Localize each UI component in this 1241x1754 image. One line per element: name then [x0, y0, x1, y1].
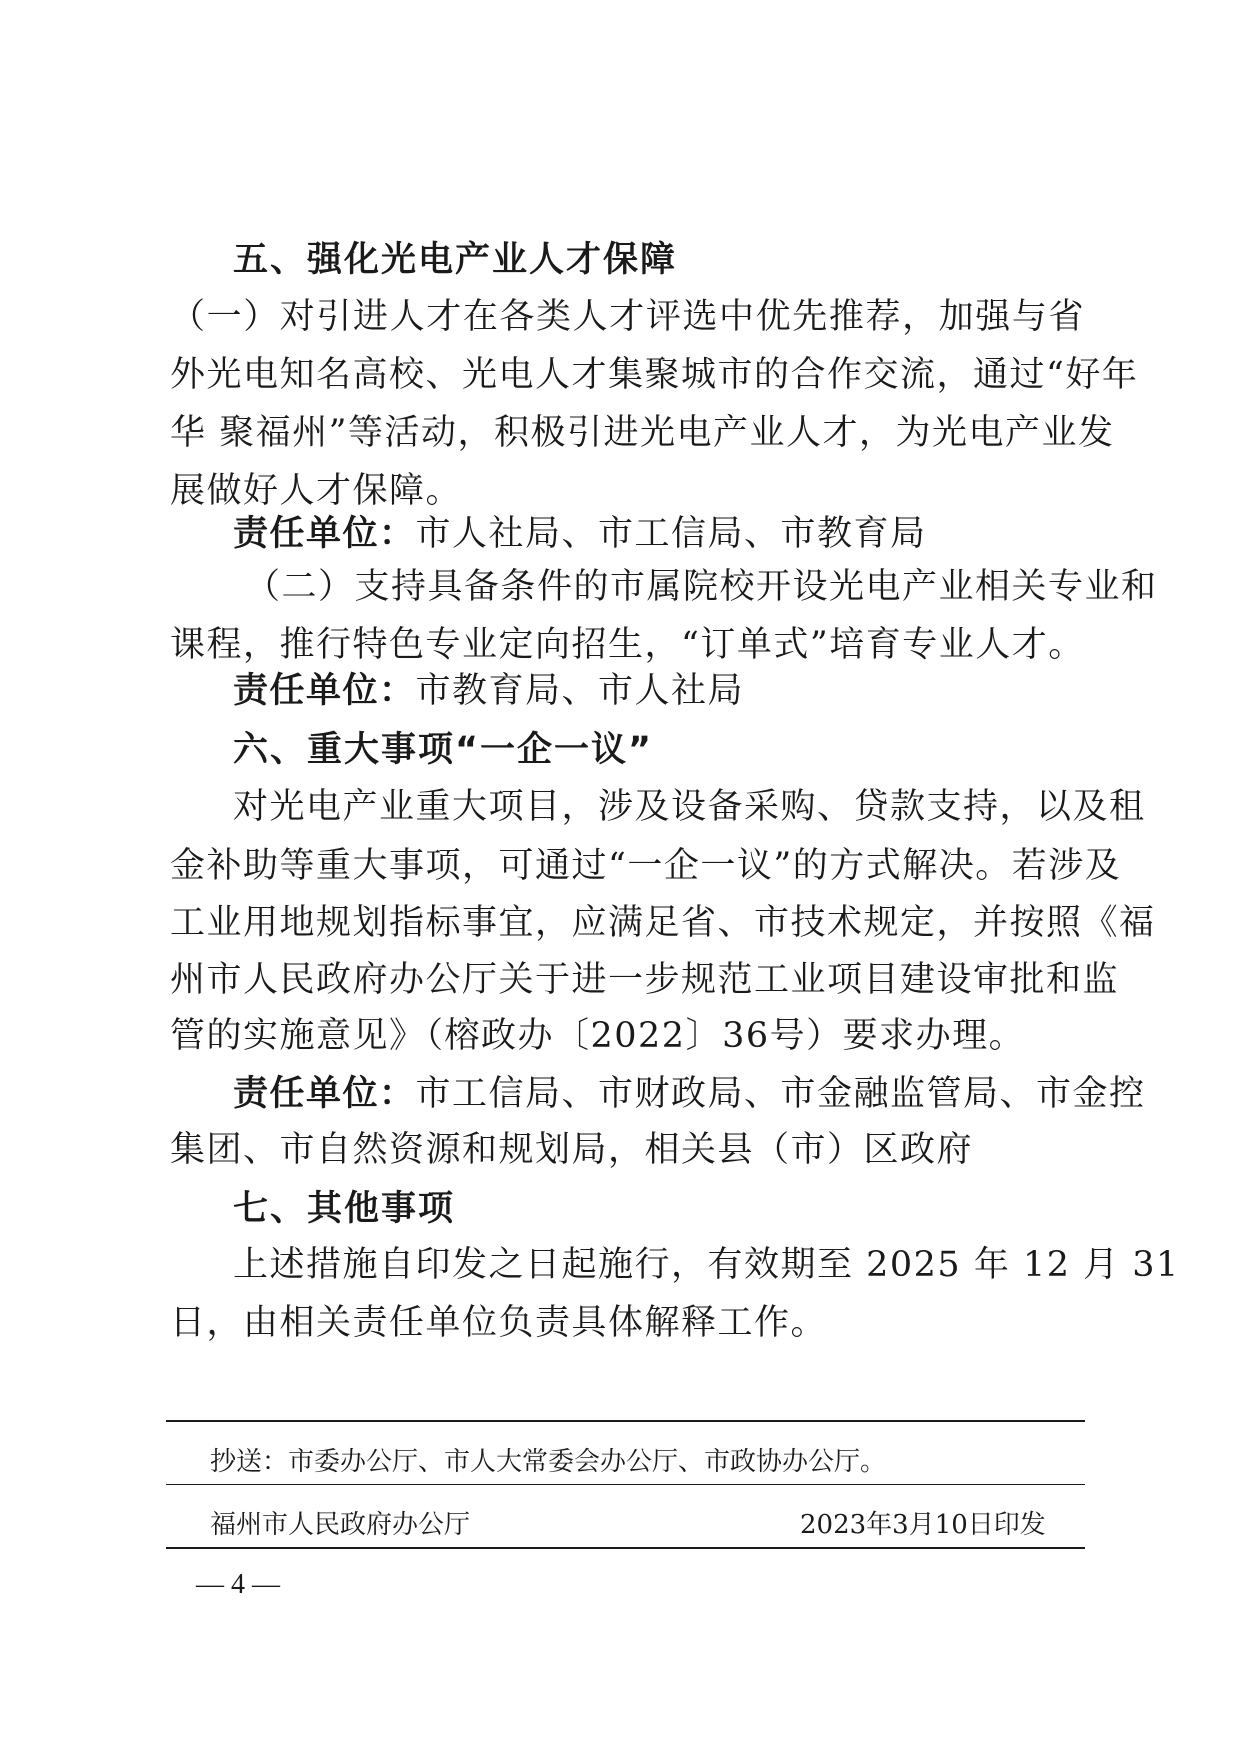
section-heading-6: 六、重大事项“一企一议” — [233, 730, 654, 770]
responsible-units-line: 集团、市自然资源和规划局，相关县（市）区政府 — [170, 1130, 974, 1170]
responsible-label: 责任单位： — [233, 1074, 416, 1114]
paragraph-line: 州市人民政府办公厅关于进一步规范工业项目建设审批和监 — [170, 960, 1120, 1000]
issuer: 福州市人民政府办公厅 — [210, 1510, 471, 1540]
footer-divider — [166, 1420, 1085, 1422]
responsible-units: 市工信局、市财政局、市金融监管局、市金控 — [415, 1074, 1146, 1114]
page-number: — 4 — — [196, 1569, 280, 1600]
responsible-units-line — [233, 506, 1148, 556]
paragraph-line: 对光电产业重大项目，涉及设备采购、贷款支持，以及租 — [233, 787, 1146, 827]
paragraph-line: 工业用地规划指标事宜，应满足省、市技术规定，并按照《福 — [170, 903, 1156, 943]
responsible-label: 责任单位： — [233, 514, 416, 554]
issue-date: 2023年3月10日印发 — [800, 1510, 1046, 1540]
footer-divider — [166, 1484, 1085, 1485]
paragraph-line: 华 聚福州”等活动，积极引进光电产业人才，为光电产业发 — [170, 413, 1115, 453]
paragraph-line: （二）支持具备条件的市属院校开设光电产业相关专业和 — [245, 567, 1158, 607]
responsible-units-line — [233, 1066, 1146, 1116]
paragraph-line: （一）对引进人才在各类人才评选中优先推荐，加强与省 — [170, 297, 1085, 337]
responsible-label: 责任单位： — [233, 671, 416, 711]
paragraph-line: 外光电知名高校、光电人才集聚城市的合作交流，通过“好年 — [170, 355, 1139, 395]
section-heading-7: 七、其他事项 — [233, 1189, 456, 1229]
responsible-units: 市教育局、市人社局 — [415, 671, 745, 711]
paragraph-line: 金补助等重大事项，可通过“一企一议”的方式解决。若涉及 — [170, 846, 1122, 886]
responsible-units-line — [233, 663, 1148, 713]
paragraph-line: 课程，推行特色专业定向招生，“订单式”培育专业人才。 — [170, 625, 1085, 665]
responsible-units: 市人社局、市工信局、市教育局 — [415, 514, 927, 554]
paragraph-line: 管的实施意见》（榕政办〔2022〕36号）要求办理。 — [170, 1016, 1026, 1056]
paragraph-line: 日，由相关责任单位负责具体解释工作。 — [170, 1303, 828, 1343]
cc-line: 抄送：市委办公厅、市人大常委会办公厅、市政协办公厅。 — [210, 1447, 887, 1477]
paragraph-line: 展做好人才保障。 — [170, 471, 463, 511]
section-heading-5: 五、强化光电产业人才保障 — [233, 240, 678, 280]
footer-divider — [166, 1547, 1085, 1549]
paragraph-line: 上述措施自印发之日起施行，有效期至 2025 年 12 月 31 — [233, 1245, 1180, 1285]
